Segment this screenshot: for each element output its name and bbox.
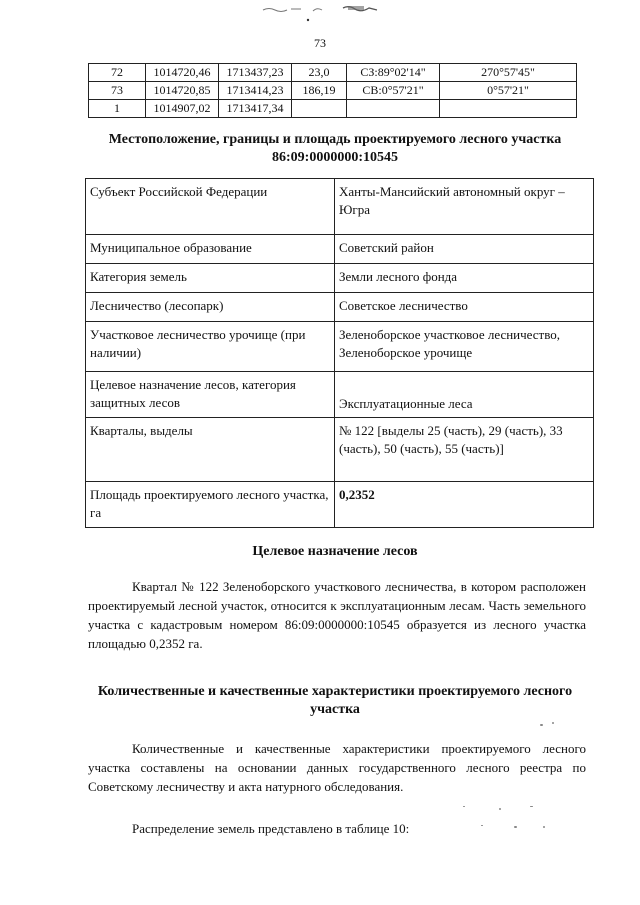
location-heading: Местоположение, границы и площадь проектируемого лесного участка 86:09:0000000:10545 bbox=[108, 132, 562, 165]
table-row bbox=[86, 264, 594, 293]
table-row bbox=[86, 322, 594, 372]
row-label: Участковое лесничество урочище (при наличии) bbox=[86, 322, 335, 372]
row-value: Зеленоборское участковое лесничество, Зеленоборское урочище bbox=[335, 322, 594, 372]
row-label: Кварталы, выделы bbox=[86, 418, 335, 482]
table-cell: 23,0 bbox=[292, 64, 347, 82]
table-cell bbox=[347, 100, 440, 118]
table-cell bbox=[292, 100, 347, 118]
table-cell: СЗ:89°02'14" bbox=[347, 64, 440, 82]
row-value: Советское лесничество bbox=[335, 293, 594, 322]
scan-speck bbox=[552, 722, 554, 724]
table-row bbox=[86, 235, 594, 264]
table-cell: 1014720,85 bbox=[146, 82, 219, 100]
table-row bbox=[89, 100, 577, 118]
purpose-heading: Целевое назначение лесов bbox=[252, 544, 418, 559]
scan-speck bbox=[543, 826, 545, 828]
row-label: Целевое назначение лесов, категория защитных лесов bbox=[86, 372, 335, 418]
table-cell: СВ:0°57'21" bbox=[347, 82, 440, 100]
table-cell bbox=[440, 100, 577, 118]
table-cell: 1713414,23 bbox=[219, 82, 292, 100]
characteristics-heading: Количественные и качественные характеристики проектируемого лесного участка bbox=[97, 684, 573, 717]
characteristics-paragraph: Количественные и качественные характеристики проектируемого лесного участка составлены на основании данных государственного лесного реестра по Советскому лесничеству и акта натурного обследования. bbox=[88, 741, 586, 794]
row-value: Эксплуатационные леса bbox=[335, 372, 594, 418]
table-cell: 73 bbox=[89, 82, 146, 100]
row-value: Земли лесного фонда bbox=[335, 264, 594, 293]
row-label: Лесничество (лесопарк) bbox=[86, 293, 335, 322]
scan-speck bbox=[499, 808, 501, 810]
row-value: Советский район bbox=[335, 235, 594, 264]
distribution-line: Распределение земель представлено в таблице 10: bbox=[132, 821, 410, 836]
table-cell: 1014720,46 bbox=[146, 64, 219, 82]
table-cell: 1014907,02 bbox=[146, 100, 219, 118]
row-label: Субъект Российской Федерации bbox=[86, 179, 335, 235]
scan-speck bbox=[530, 806, 533, 807]
page-number: 73 bbox=[314, 36, 326, 50]
table-row bbox=[86, 482, 594, 528]
table-row bbox=[86, 293, 594, 322]
scan-speck bbox=[481, 825, 483, 826]
row-value: Ханты-Мансийский автономный округ – Югра bbox=[335, 179, 594, 235]
table-row bbox=[86, 179, 594, 235]
table-cell: 186,19 bbox=[292, 82, 347, 100]
coordinates-table bbox=[88, 63, 577, 118]
table-cell: 0°57'21" bbox=[440, 82, 577, 100]
table-row bbox=[86, 372, 594, 418]
row-label: Категория земель bbox=[86, 264, 335, 293]
table-cell: 1713417,34 bbox=[219, 100, 292, 118]
row-value: 0,2352 bbox=[335, 482, 594, 528]
row-label: Муниципальное образование bbox=[86, 235, 335, 264]
table-cell: 270°57'45" bbox=[440, 64, 577, 82]
row-label: Площадь проектируемого лесного участка, га bbox=[86, 482, 335, 528]
scan-speck bbox=[514, 826, 517, 828]
table-cell: 72 bbox=[89, 64, 146, 82]
row-value: № 122 [выделы 25 (часть), 29 (часть), 33 (часть), 50 (часть), 55 (часть)] bbox=[335, 418, 594, 482]
table-row bbox=[86, 418, 594, 482]
plot-info-table bbox=[85, 178, 594, 528]
scan-speck bbox=[540, 724, 543, 726]
scan-artifact-marks bbox=[255, 2, 405, 24]
purpose-paragraph: Квартал № 122 Зеленоборского участкового лесничества, в котором расположен проектируемый лесной участок, относится к эксплуатационным лесам. Часть земельного участка с кадастровым номером 86:09:0000000:10545 образуется из лесного участка площадью 0,2352 га. bbox=[88, 579, 586, 651]
table-cell: 1 bbox=[89, 100, 146, 118]
table-row bbox=[89, 64, 577, 82]
table-cell: 1713437,23 bbox=[219, 64, 292, 82]
scan-speck bbox=[463, 806, 465, 807]
table-row bbox=[89, 82, 577, 100]
